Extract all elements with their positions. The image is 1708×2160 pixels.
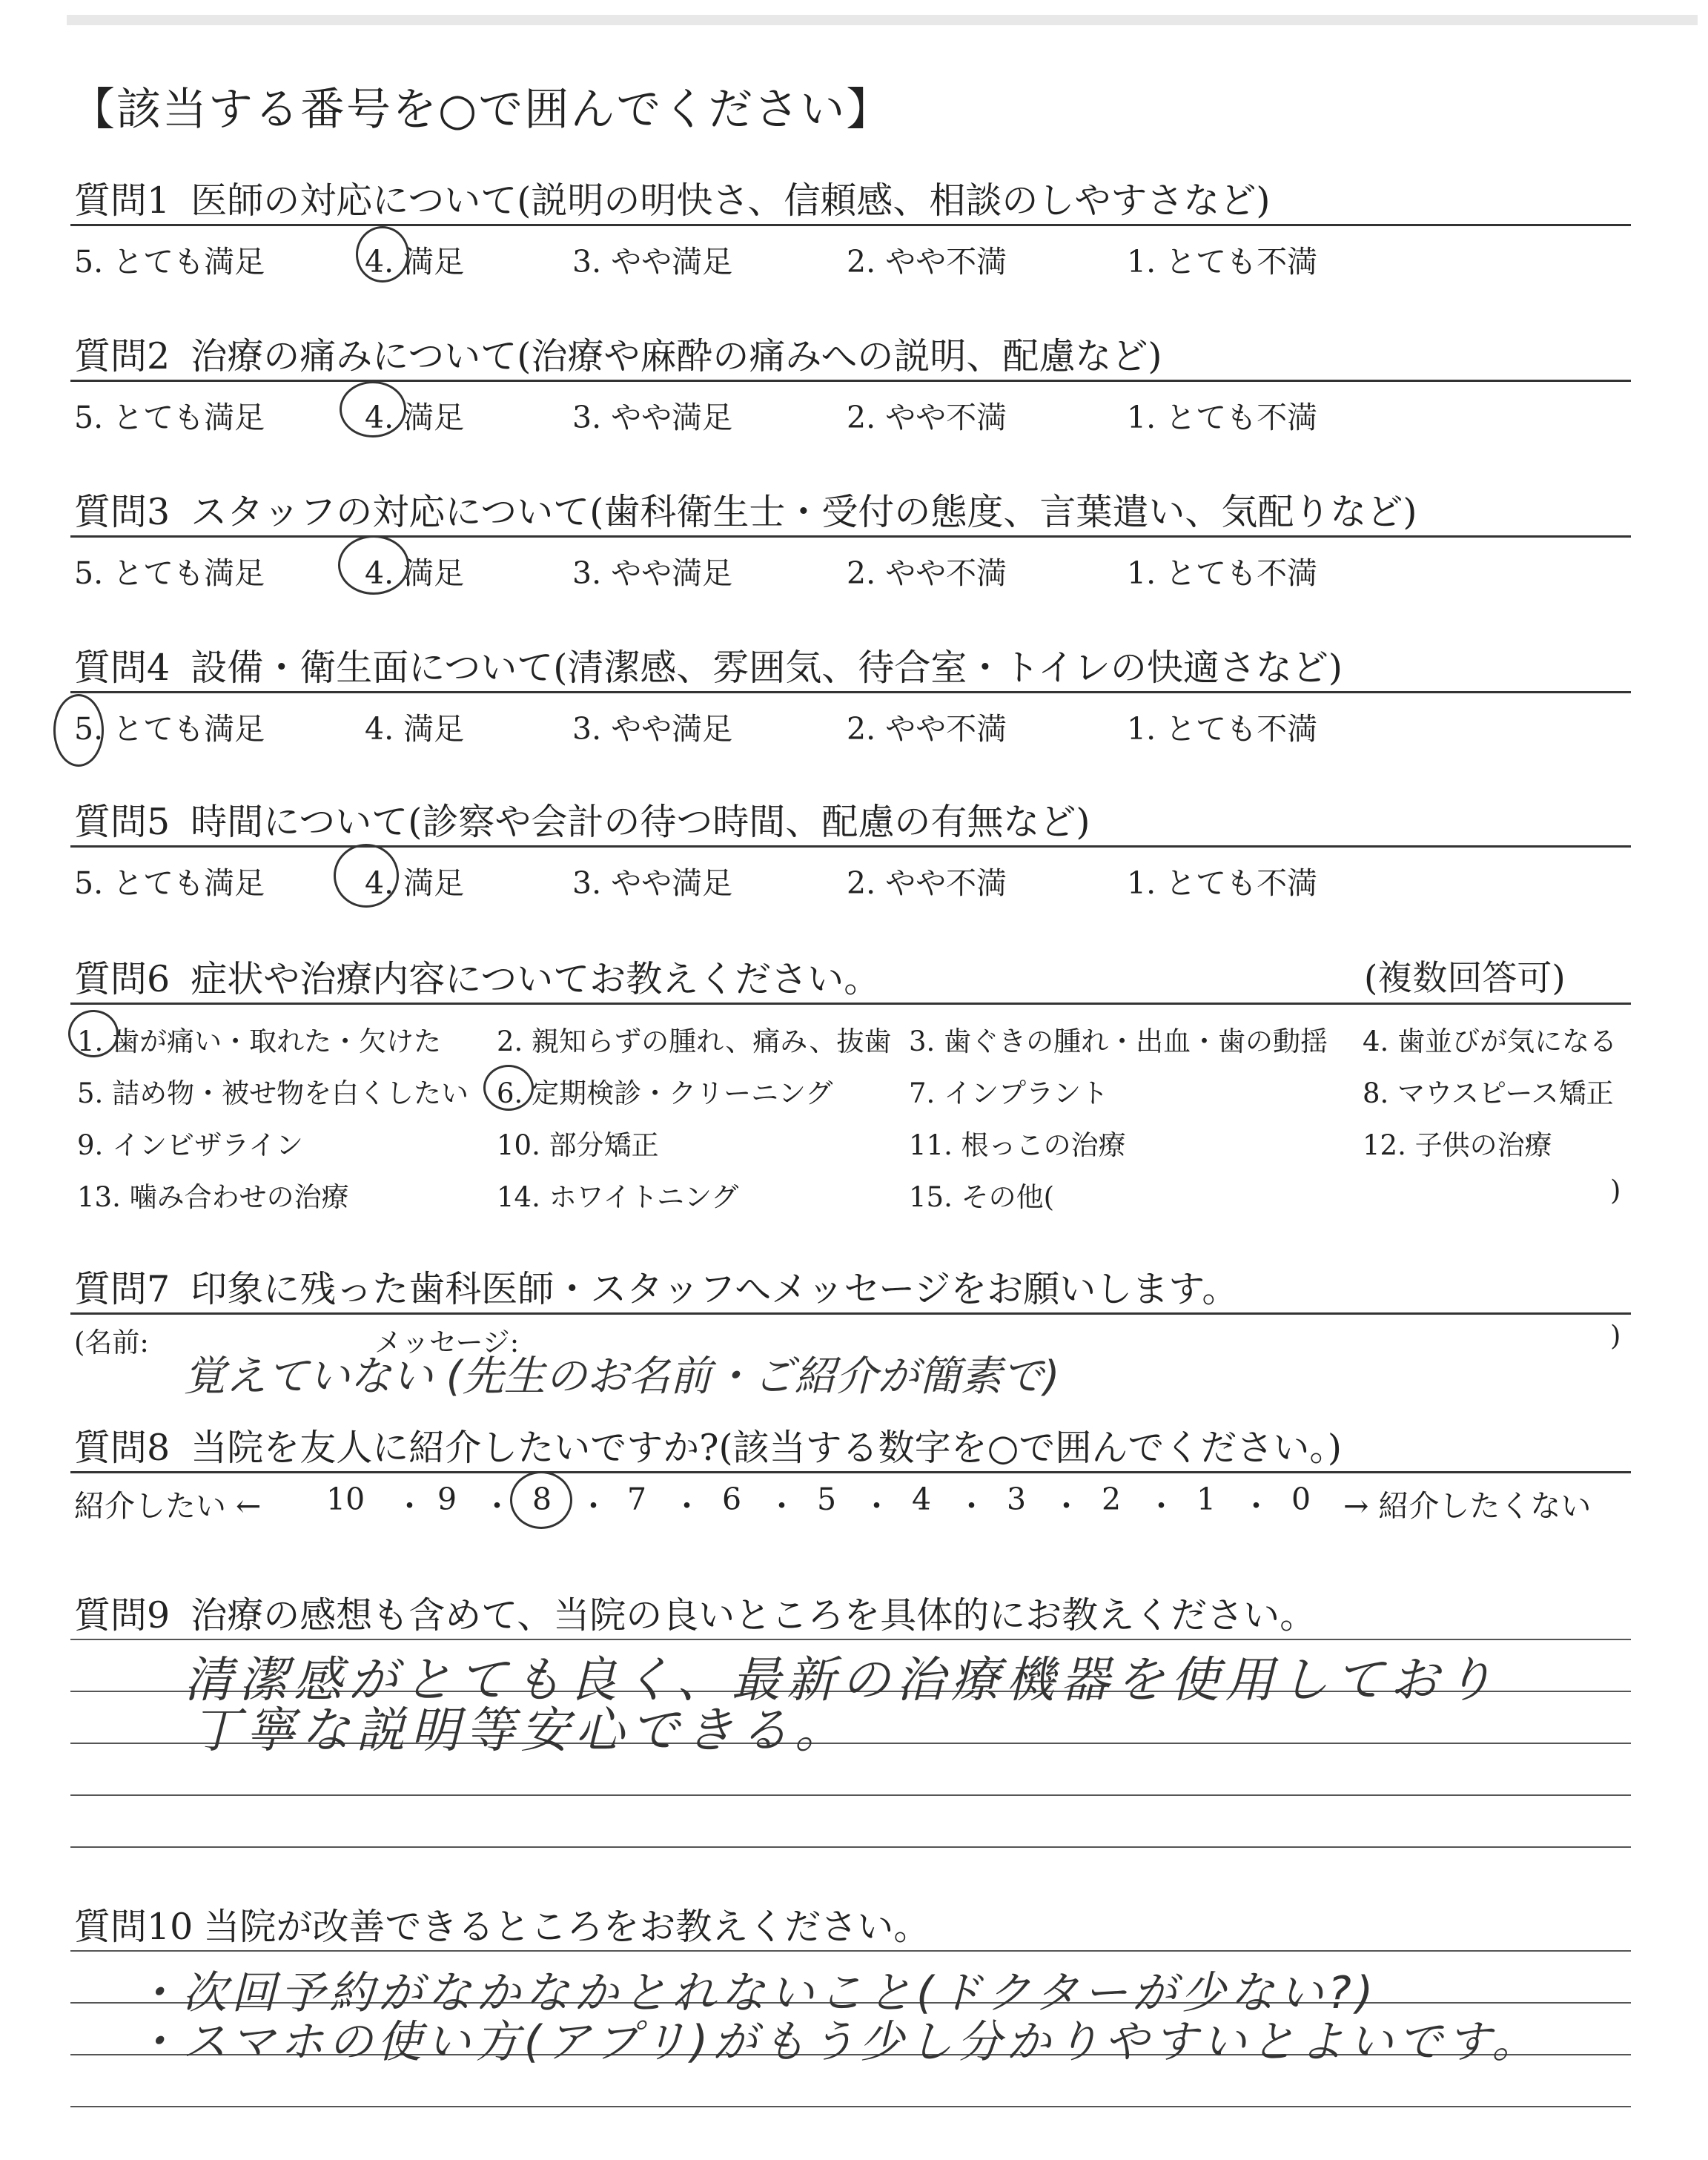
q5-option-2[interactable]: 2. やや不満 xyxy=(847,865,1007,901)
q1-option-4[interactable]: 4. 満足 xyxy=(365,244,465,280)
q8-scale-7[interactable]: 7 xyxy=(627,1482,647,1517)
q6-item-7[interactable]: 7. インプラント xyxy=(909,1077,1109,1109)
q8-scale-8[interactable]: 8 xyxy=(532,1482,552,1517)
q2-option-1[interactable]: 1. とても不満 xyxy=(1127,400,1318,435)
q8-dot: ・ xyxy=(1241,1488,1271,1524)
q1-option-1[interactable]: 1. とても不満 xyxy=(1127,244,1318,280)
q4-option-1[interactable]: 1. とても不満 xyxy=(1127,711,1318,747)
q7-handwritten-message: 覚えていない (先生のお名前・ご紹介が簡素で) xyxy=(184,1353,1060,1401)
q5-title xyxy=(74,793,1090,845)
q6-item-15-close: ) xyxy=(1610,1175,1621,1206)
q6-item-11[interactable]: 11. 根っこの治療 xyxy=(909,1129,1126,1161)
q6-title xyxy=(74,951,880,1003)
q5-option-3[interactable]: 3. やや満足 xyxy=(572,865,733,901)
q4-option-4[interactable]: 4. 満足 xyxy=(365,711,465,747)
q6-item-15[interactable]: 15. その他( xyxy=(909,1181,1055,1213)
q7-close-paren: ) xyxy=(1610,1320,1621,1352)
q2-number: 質問2 xyxy=(74,335,171,377)
q6-selection-circle-6 xyxy=(483,1065,534,1111)
q2-option-3[interactable]: 3. やや満足 xyxy=(572,400,733,435)
q3-option-1[interactable]: 1. とても不満 xyxy=(1127,555,1318,591)
q4-selection-circle xyxy=(53,694,104,767)
scan-top-edge xyxy=(67,15,1698,25)
q8-right-label: → 紹介したくない xyxy=(1343,1488,1592,1524)
q1-text: 医師の対応について(説明の明快さ、信頼感、相談のしやすさなど) xyxy=(191,179,1271,222)
q7-title xyxy=(74,1261,1238,1312)
q5-number: 質問5 xyxy=(74,801,171,843)
q8-scale-1[interactable]: 1 xyxy=(1196,1482,1217,1517)
q6-item-5[interactable]: 5. 詰め物・被せ物を白くしたい xyxy=(77,1077,469,1109)
q6-item-8[interactable]: 8. マウスピース矯正 xyxy=(1363,1077,1614,1109)
q9-handwritten-line-1: 清潔感がとても良く、最新の治療機器を使用しており xyxy=(184,1651,1500,1708)
q9-writing-line xyxy=(70,1846,1631,1848)
q8-dot: ・ xyxy=(861,1488,892,1524)
q6-number: 質問6 xyxy=(74,958,171,1000)
q2-title xyxy=(74,328,1162,380)
q9-number: 質問9 xyxy=(74,1594,171,1636)
q6-item-10[interactable]: 10. 部分矯正 xyxy=(497,1129,659,1161)
q6-item-13[interactable]: 13. 噛み合わせの治療 xyxy=(77,1181,349,1213)
q8-dot: ・ xyxy=(956,1488,987,1524)
q5-rule xyxy=(70,845,1631,848)
q5-option-4[interactable]: 4. 満足 xyxy=(365,865,465,901)
q8-scale-0[interactable]: 0 xyxy=(1291,1482,1311,1517)
q6-item-1[interactable]: 1. 歯が痛い・取れた・欠けた xyxy=(77,1025,442,1057)
q5-option-1[interactable]: 1. とても不満 xyxy=(1127,865,1318,901)
q6-item-3[interactable]: 3. 歯ぐきの腫れ・出血・歯の動揺 xyxy=(909,1025,1328,1057)
q8-dot: ・ xyxy=(767,1488,797,1524)
q1-selection-circle xyxy=(356,226,409,283)
q5-text: 時間について(診察や会計の待つ時間、配慮の有無など) xyxy=(191,801,1090,843)
q6-text: 症状や治療内容についてお教えください。 xyxy=(191,958,881,1000)
q2-option-4[interactable]: 4. 満足 xyxy=(365,400,465,435)
q6-item-12[interactable]: 12. 子供の治療 xyxy=(1363,1129,1552,1161)
q6-item-6[interactable]: 6. 定期検診・クリーニング xyxy=(497,1077,833,1109)
q1-option-2[interactable]: 2. やや不満 xyxy=(847,244,1007,280)
q3-option-4[interactable]: 4. 満足 xyxy=(365,555,465,591)
q8-scale-5[interactable]: 5 xyxy=(817,1482,837,1517)
q8-dot: ・ xyxy=(482,1488,512,1524)
q4-option-5[interactable]: 5. とても満足 xyxy=(74,711,265,747)
q5-selection-circle xyxy=(334,844,399,908)
q7-text: 印象に残った歯科医師・スタッフへメッセージをお願いします。 xyxy=(191,1268,1239,1310)
q8-text: 当院を友人に紹介したいですか?(該当する数字を○で囲んでください。) xyxy=(191,1427,1342,1469)
q10-writing-line xyxy=(70,2106,1631,2107)
q10-writing-line xyxy=(70,1950,1631,1952)
q4-number: 質問4 xyxy=(74,647,171,689)
q6-item-2[interactable]: 2. 親知らずの腫れ、痛み、抜歯 xyxy=(497,1025,892,1057)
q6-item-4[interactable]: 4. 歯並びが気になる xyxy=(1363,1025,1618,1057)
q4-title xyxy=(74,639,1343,691)
q3-text: スタッフの対応について(歯科衛生士・受付の態度、言葉遣い、気配りなど) xyxy=(191,491,1417,533)
q8-dot: ・ xyxy=(672,1488,702,1524)
q8-left-label: 紹介したい ← xyxy=(74,1488,262,1524)
q1-title xyxy=(74,172,1270,224)
q8-title xyxy=(74,1419,1342,1471)
q9-writing-line xyxy=(70,1794,1631,1796)
q8-number: 質問8 xyxy=(74,1427,171,1469)
q9-title xyxy=(74,1587,1316,1639)
form-header: 【該当する番号を○で囲んでください】 xyxy=(70,84,893,136)
q10-text: 当院が改善できるところをお教えください。 xyxy=(203,1906,930,1948)
q6-rule xyxy=(70,1003,1631,1005)
q7-rule xyxy=(70,1312,1631,1315)
q4-text: 設備・衛生面について(清潔感、雰囲気、待合室・トイレの快適さなど) xyxy=(191,647,1343,689)
q10-handwritten-line-2: ・スマホの使い方(アプリ)がもう少し分かりやすいとよいです。 xyxy=(133,2016,1541,2068)
q3-number: 質問3 xyxy=(74,491,171,533)
q8-scale-3[interactable]: 3 xyxy=(1007,1482,1027,1517)
q6-item-9[interactable]: 9. インビザライン xyxy=(77,1129,303,1161)
q8-scale-4[interactable]: 4 xyxy=(912,1482,932,1517)
q6-selection-circle-1 xyxy=(68,1010,119,1057)
q3-option-3[interactable]: 3. やや満足 xyxy=(572,555,733,591)
q2-selection-circle xyxy=(340,381,406,437)
q9-handwritten-line-2: 丁寧な説明等安心できる。 xyxy=(191,1702,850,1759)
q4-rule xyxy=(70,691,1631,693)
q2-option-5[interactable]: 5. とても満足 xyxy=(74,400,265,435)
q1-rule xyxy=(70,224,1631,226)
q8-scale-6[interactable]: 6 xyxy=(722,1482,742,1517)
q8-scale-2[interactable]: 2 xyxy=(1102,1482,1122,1517)
q3-option-5[interactable]: 5. とても満足 xyxy=(74,555,265,591)
q8-dot: ・ xyxy=(578,1488,609,1524)
q1-option-3[interactable]: 3. やや満足 xyxy=(572,244,733,280)
q3-rule xyxy=(70,535,1631,538)
q4-option-3[interactable]: 3. やや満足 xyxy=(572,711,733,747)
q3-selection-circle xyxy=(338,535,409,595)
q10-number: 質問10 xyxy=(74,1906,193,1948)
q8-dot: ・ xyxy=(394,1488,425,1524)
q8-rule xyxy=(70,1471,1631,1473)
q7-number: 質問7 xyxy=(74,1268,171,1310)
q8-scale-10[interactable]: 10 xyxy=(326,1482,365,1517)
q6-multiple-note: (複数回答可) xyxy=(1364,958,1566,999)
q6-item-14[interactable]: 14. ホワイトニング xyxy=(497,1181,739,1213)
q9-text: 治療の感想も含めて、当院の良いところを具体的にお教えください。 xyxy=(191,1594,1317,1636)
q2-text: 治療の痛みについて(治療や麻酔の痛みへの説明、配慮など) xyxy=(191,335,1162,377)
q7-name-label: (名前: xyxy=(74,1327,149,1358)
q1-option-5[interactable]: 5. とても満足 xyxy=(74,244,265,280)
q8-dot: ・ xyxy=(1051,1488,1082,1524)
q10-title xyxy=(74,1898,930,1950)
q8-selection-circle xyxy=(510,1471,572,1529)
q3-title xyxy=(74,483,1417,535)
q5-option-5[interactable]: 5. とても満足 xyxy=(74,865,265,901)
q3-option-2[interactable]: 2. やや不満 xyxy=(847,555,1007,591)
q4-option-2[interactable]: 2. やや不満 xyxy=(847,711,1007,747)
q2-rule xyxy=(70,380,1631,382)
q2-option-2[interactable]: 2. やや不満 xyxy=(847,400,1007,435)
q10-handwritten-line-1: ・次回予約がなかなかとれないこと(ドクターが少ない?) xyxy=(133,1967,1378,2019)
q1-number: 質問1 xyxy=(74,179,171,222)
q7-message-label: メッセージ: xyxy=(374,1327,520,1358)
q8-scale-9[interactable]: 9 xyxy=(437,1482,457,1517)
q8-dot: ・ xyxy=(1146,1488,1176,1524)
